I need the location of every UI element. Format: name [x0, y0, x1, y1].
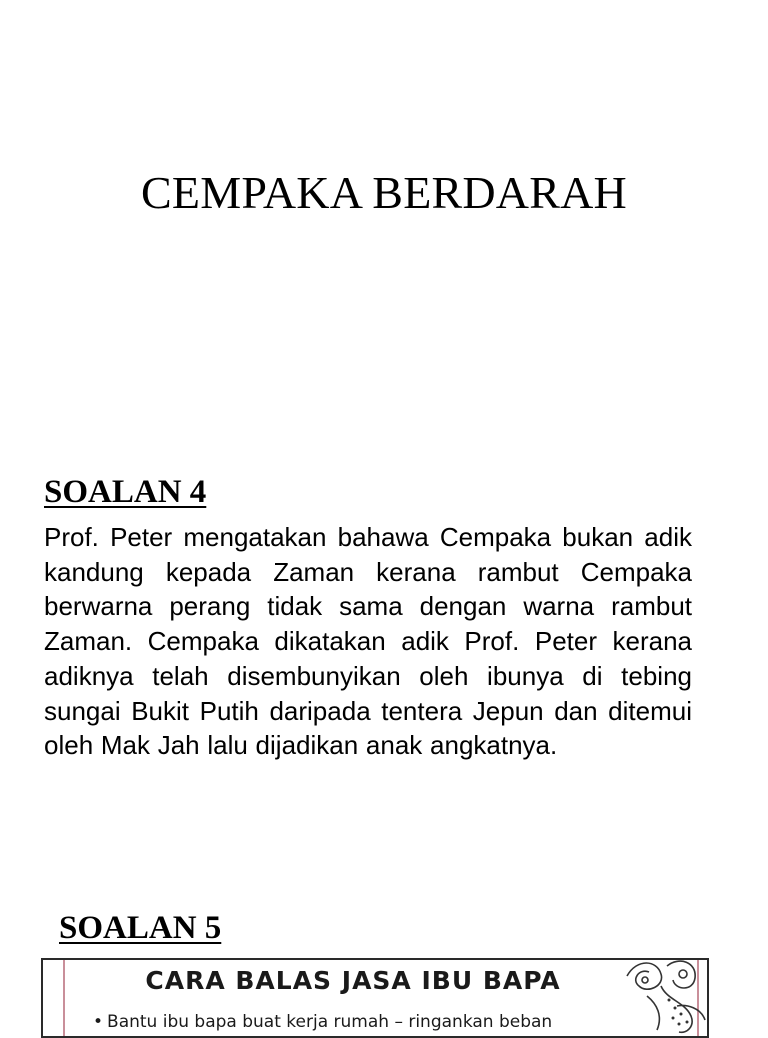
page-title: CEMPAKA BERDARAH [141, 167, 627, 218]
bullet-dot: • [93, 1012, 104, 1032]
flower-decoration-icon [617, 958, 707, 1036]
slide-title: CARA BALAS JASA IBU BAPA [145, 966, 561, 995]
question-4-answer: Prof. Peter mengatakan bahawa Cempaka bukan adik kandung kepada Zaman kerana rambut Cempaka berwarna perang tidak sama dengan warna rambut Zaman. Cempaka dikatakan adik Prof. Peter kerana adiknya telah disembunyikan oleh ibunya di tebing sungai Bukit Putih daripada tentera Jepun dan ditemui oleh Mak Jah lalu dijadikan anak angkatnya. [44, 522, 692, 761]
question-4-heading: SOALAN 4 [44, 474, 207, 510]
slide-bullet-item [93, 1012, 552, 1032]
slide-bullet-text: Bantu ibu bapa buat kerja rumah – ringankan beban [107, 1012, 553, 1032]
question-5-heading: SOALAN 5 [59, 910, 222, 946]
question-5-slide-image [41, 958, 709, 1038]
